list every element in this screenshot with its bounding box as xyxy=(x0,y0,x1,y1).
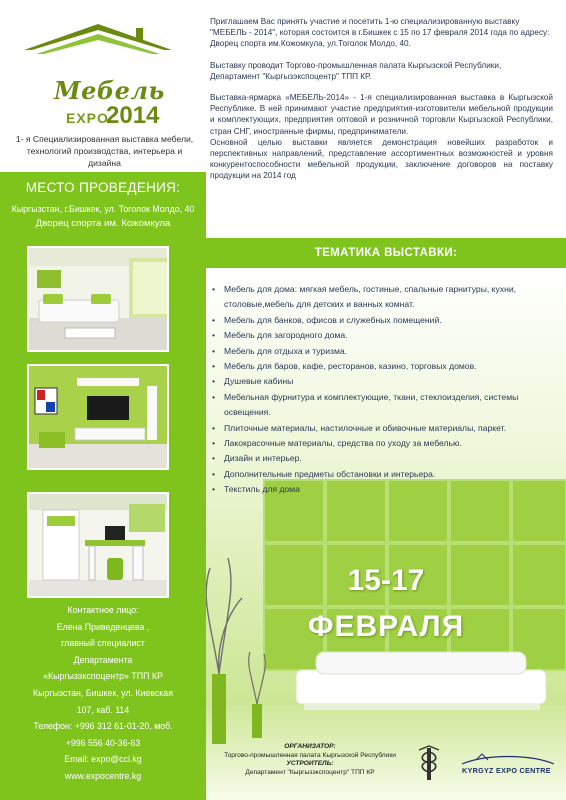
venue-heading: МЕСТО ПРОВЕДЕНИЯ: xyxy=(25,180,181,195)
contact-block xyxy=(0,602,206,785)
study-room-photo xyxy=(27,492,169,598)
theme-item: • Мебель для дома: мягкая мебель, гостиные, спальные гарнитуры, кухни, столовые,мебель для детских и ванных комнат. xyxy=(212,282,557,313)
contact-line: 107, каб. 114 xyxy=(76,704,130,715)
tv-room-photo xyxy=(27,364,169,470)
theme-item: • Текстиль для дома xyxy=(212,482,557,497)
intro-fair: Выставка-ярмарка «МЕБЕЛЬ-2014» - 1-я специализированная выставка в Кыргызской Республике. В ней принимают участие предприятия-изготовители мебельной продукции и комплектующих, предприятия оптовой и розничной торговли Кыргызской Республики, стран СНГ, иностранные фирмы, предприниматели. xyxy=(210,93,553,136)
organizer-name: Торгово-промышленная палата Кыргызской Республики xyxy=(224,751,396,759)
contact-line: Елена Приведенцева , xyxy=(56,621,150,632)
theme-item: • Мебель для баров, кафе, ресторанов, казино, торговых домов. xyxy=(212,359,557,374)
contact-line: Контактное лицо: xyxy=(67,605,139,615)
contact-line: Кыргызстан, Бишкек, ул. Киевская xyxy=(33,687,173,698)
cci-emblem-icon xyxy=(416,744,442,784)
venue-place: Дворец спорта им. Кожомкула xyxy=(35,218,171,229)
venue-address: Кыргызстан, г.Бишкек, ул. Тоголок Молдо, 40 xyxy=(11,204,195,214)
exhibition-tagline: 1- я Специализированная выставка мебели, технологий производства, интерьера и дизайна xyxy=(15,134,194,168)
expocentre-logo-icon xyxy=(456,750,560,780)
logo-brand-text: Мебель xyxy=(54,76,165,105)
themes-heading: ТЕМАТИКА ВЫСТАВКИ: xyxy=(206,238,566,268)
logo-year-text: 2014 xyxy=(106,102,160,129)
organizer-label: ОРГАНИЗАТОР: xyxy=(284,743,336,750)
contact-website[interactable]: www.expocentre.kg xyxy=(64,770,142,781)
theme-item: • Лакокрасочные материалы, средства по уходу за мебелью. xyxy=(212,436,557,451)
theme-item: • Плиточные материалы, настилочные и обивочные материалы, паркет. xyxy=(212,421,557,436)
expocentre-logo-text: KYRGYZ EXPO CENTRE xyxy=(462,766,551,775)
intro-text xyxy=(210,16,553,192)
contact-line: главный специалист xyxy=(61,638,145,649)
theme-item: • Мебель для банков, офисов и служебных помещений. xyxy=(212,313,557,328)
founder-name: Департамент "Кыргызэкспоцентр" ТПП КР xyxy=(245,768,375,776)
theme-item: • Дизайн и интерьер. xyxy=(212,451,557,466)
theme-item: • Дополнительные предметы обстановки и интерьера. xyxy=(212,467,557,482)
theme-item: • Мебельная фурнитура и комплектующие, ткани, стеклоизделия, системы освещения. xyxy=(212,390,557,421)
left-column xyxy=(0,172,206,800)
organizer-block xyxy=(210,743,410,777)
theme-item: • Мебель для отдыха и туризма. xyxy=(212,344,557,359)
contact-phone: Телефон: +996 312 61-01-20, моб. xyxy=(33,721,173,732)
contact-line: Департамента xyxy=(73,654,133,665)
themes-list xyxy=(212,282,557,498)
intro-invite: Приглашаем Вас принять участие и посетить 1-ю специализированную выставку "МЕБЕЛЬ - 2014", которая состоится в г.Бишкек с 15 по 17 февраля 2014 года по адресу: Дворец спорта им.Кожомкула, ул.Тоголок Молдо, 40. xyxy=(210,17,550,49)
intro-organizer-note: Выставку проводит Торгово-промышленная палата Кыргызской Республики, Департамент "Кыргызэкспоцентр" ТПП КР. xyxy=(210,60,502,81)
logo-expo-text: EXPO xyxy=(66,110,109,126)
contact-mobile: +996 556 40-36-63 xyxy=(65,737,141,748)
event-date-range: 15-17 xyxy=(347,564,425,597)
contact-line: «Кыргызэкспоцентр» ТПП КР xyxy=(43,671,163,682)
intro-goal: Основной целью выставки является демонстрация новейших разработок и перспективных направлений, представление ассортиментных возможностей и уровня конкурентоспособности мебельной продукции, заключение договоров на поставку продукции на 2014 год xyxy=(210,137,553,181)
exhibition-logo xyxy=(18,18,178,128)
living-room-photo xyxy=(27,246,169,352)
event-date-month: ФЕВРАЛЯ xyxy=(307,610,465,643)
theme-item: • Душевые кабины xyxy=(212,374,557,389)
theme-item: • Мебель для загородного дома. xyxy=(212,328,557,343)
founder-label: УСТРОИТЕЛЬ: xyxy=(286,760,334,768)
contact-email[interactable]: Email: expo@cci.kg xyxy=(64,754,142,765)
